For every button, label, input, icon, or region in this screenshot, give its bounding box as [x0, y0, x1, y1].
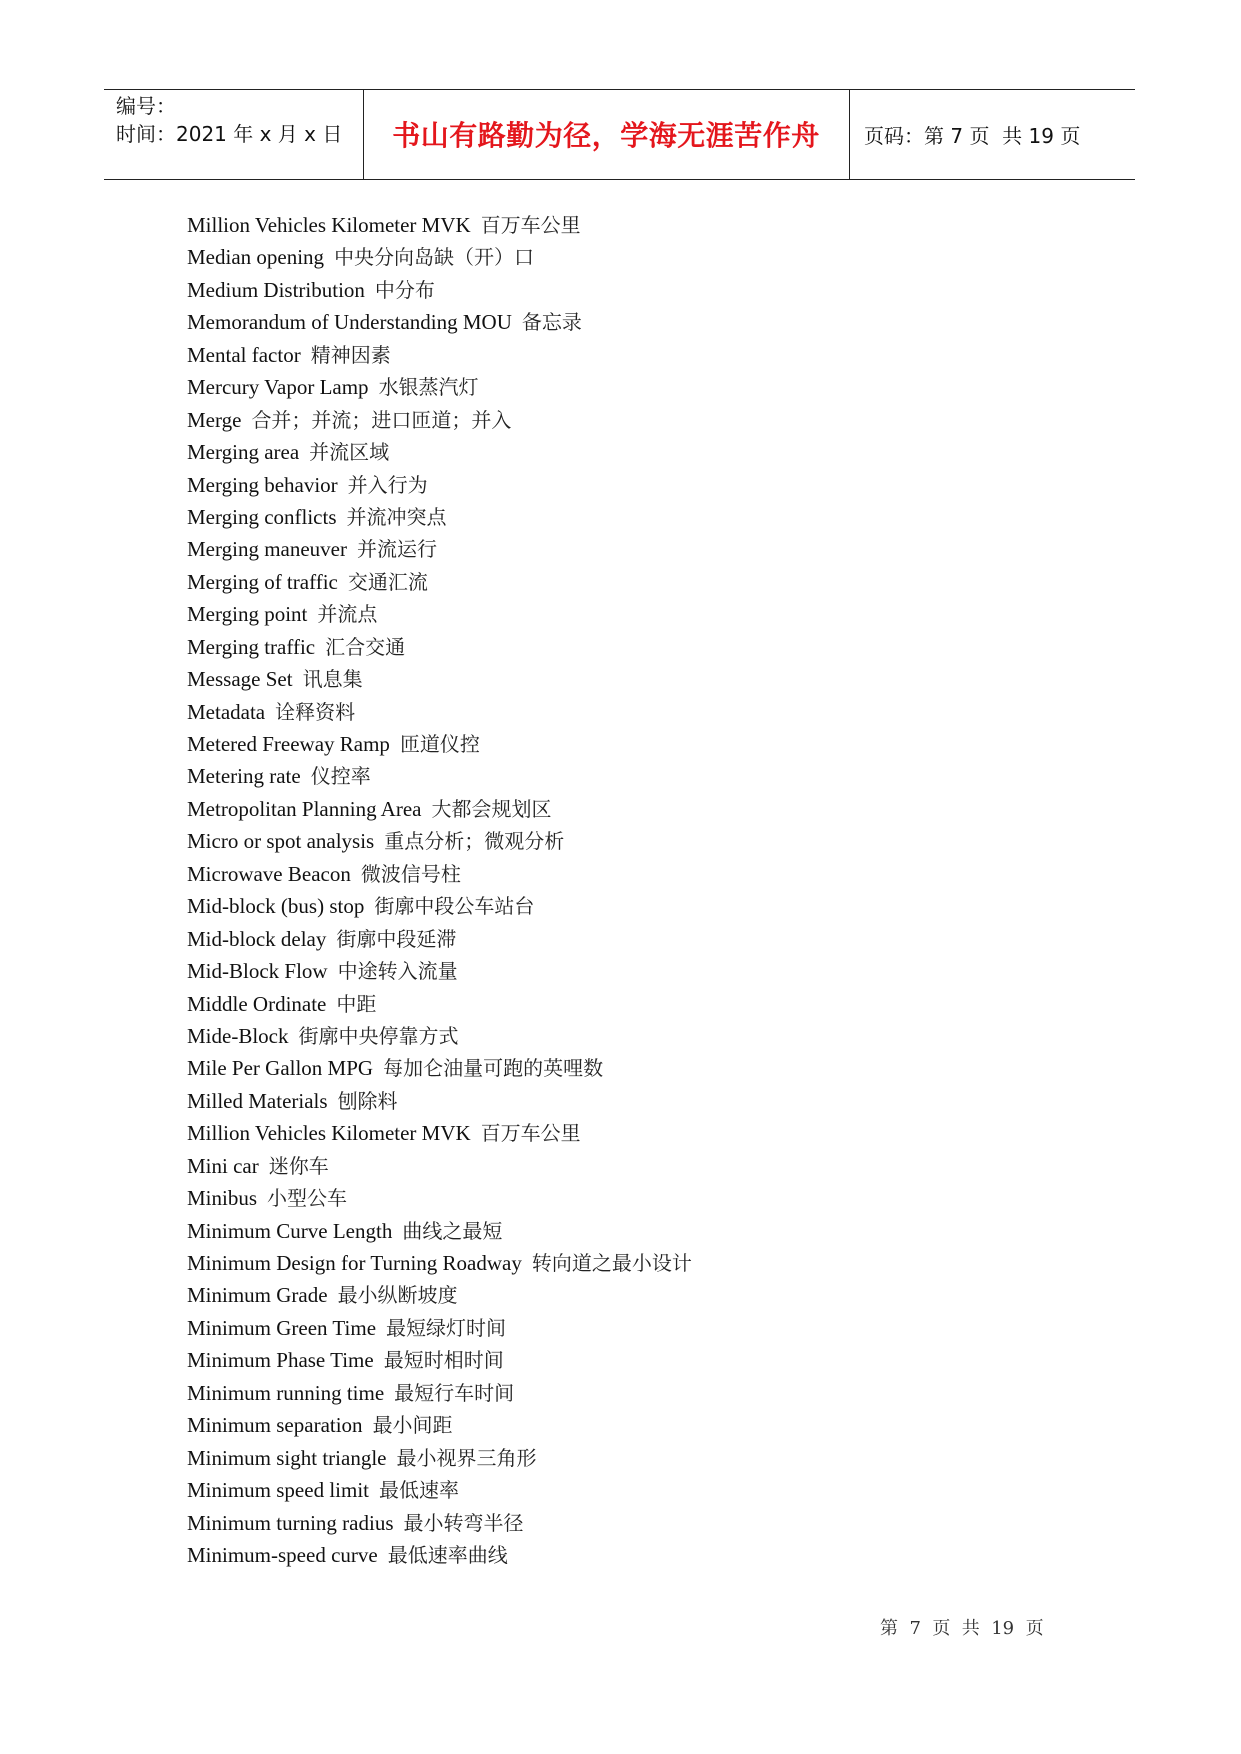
glossary-entry [187, 566, 692, 598]
term-chinese: 水银蒸汽灯 [378, 375, 479, 400]
term-chinese: 最低速率 [379, 1478, 459, 1503]
term-english: Milled Materials [187, 1088, 328, 1113]
term-chinese: 并流冲突点 [346, 504, 447, 529]
glossary-entry [187, 728, 692, 760]
glossary-entry [187, 533, 692, 565]
glossary-entry [187, 274, 692, 306]
term-chinese: 大都会规划区 [431, 796, 552, 821]
term-chinese: 刨除料 [337, 1088, 398, 1113]
term-chinese: 每加仑油量可跑的英哩数 [383, 1056, 604, 1081]
term-english: Million Vehicles Kilometer MVK [187, 1121, 471, 1146]
term-chinese: 最短绿灯时间 [386, 1315, 507, 1340]
term-chinese: 小型公车 [267, 1186, 348, 1211]
term-english: Merging area [187, 440, 300, 465]
term-english: Minimum Phase Time [187, 1348, 374, 1373]
term-english: Mercury Vapor Lamp [187, 375, 369, 400]
term-english: Merging traffic [187, 634, 316, 659]
term-chinese: 仪控率 [310, 764, 371, 789]
glossary-entry [187, 1215, 692, 1247]
term-english: Metadata [187, 699, 266, 724]
term-chinese: 讯息集 [302, 667, 363, 692]
glossary-entry [187, 1539, 692, 1571]
term-chinese: 中距 [336, 991, 377, 1016]
serial-label: 编号： [116, 94, 176, 118]
term-chinese: 最小纵断坡度 [337, 1283, 458, 1308]
term-chinese: 交通汇流 [347, 569, 428, 594]
glossary-entry [187, 1150, 692, 1182]
term-chinese: 迷你车 [268, 1153, 329, 1178]
term-english: Metering rate [187, 764, 301, 789]
term-chinese: 最短时相时间 [383, 1348, 504, 1373]
term-english: Microwave Beacon [187, 861, 351, 886]
term-english: Mide-Block [187, 1023, 289, 1048]
glossary-entry [187, 955, 692, 987]
term-english: Merging conflicts [187, 504, 337, 529]
term-english: Mile Per Gallon MPG [187, 1056, 374, 1081]
term-english: Minimum running time [187, 1380, 385, 1405]
glossary-entry [187, 663, 692, 695]
term-english: Merging of traffic [187, 569, 338, 594]
term-chinese: 百万车公里 [480, 213, 581, 237]
term-chinese: 并入行为 [347, 472, 428, 497]
term-chinese: 重点分析；微观分析 [384, 829, 565, 854]
glossary-entry [187, 1052, 692, 1084]
glossary-entry [187, 631, 692, 663]
glossary-entry [187, 469, 692, 501]
term-chinese: 百万车公里 [480, 1121, 581, 1146]
term-english: Memorandum of Understanding MOU [187, 310, 512, 335]
glossary-entry [187, 1442, 692, 1474]
header-meta [116, 92, 342, 148]
glossary-entry [187, 436, 692, 468]
glossary-entry [187, 1312, 692, 1344]
glossary-entry [187, 988, 692, 1020]
term-english: Merging behavior [187, 472, 338, 497]
term-english: Merge [187, 407, 242, 432]
glossary-entry [187, 1247, 692, 1279]
glossary-entry [187, 793, 692, 825]
term-english: Middle Ordinate [187, 991, 327, 1016]
glossary-entry [187, 241, 692, 273]
glossary-entry [187, 404, 692, 436]
glossary-entry [187, 1507, 692, 1539]
glossary-entry [187, 209, 692, 241]
term-chinese: 备忘录 [521, 310, 582, 335]
term-chinese: 最小转弯半径 [403, 1510, 524, 1535]
term-english: Message Set [187, 667, 293, 692]
term-chinese: 最小间距 [372, 1413, 453, 1438]
term-english: Mid-Block Flow [187, 959, 328, 984]
term-english: Minimum-speed curve [187, 1542, 378, 1567]
term-english: Minibus [187, 1186, 258, 1211]
term-english: Minimum speed limit [187, 1478, 369, 1503]
page-footer: 第 7 页 共 19 页 [880, 1618, 1044, 1639]
header-motto: 书山有路勤为径，学海无涯苦作舟 [392, 119, 820, 152]
glossary-entry [187, 1409, 692, 1441]
term-chinese: 曲线之最短 [402, 1218, 503, 1243]
glossary-entry [187, 501, 692, 533]
glossary-entry [187, 1020, 692, 1052]
term-english: Mid-block (bus) stop [187, 894, 365, 919]
term-english: Minimum separation [187, 1413, 363, 1438]
term-chinese: 汇合交通 [325, 634, 406, 659]
term-chinese: 并流点 [317, 602, 378, 627]
term-chinese: 最小视界三角形 [396, 1445, 537, 1470]
glossary-entry [187, 825, 692, 857]
time-label: 时间：2021 年 x 月 x 日 [116, 122, 343, 146]
term-english: Minimum sight triangle [187, 1445, 387, 1470]
glossary-entry [187, 1344, 692, 1376]
glossary-entry [187, 1117, 692, 1149]
term-english: Merging point [187, 602, 308, 627]
term-chinese: 合并；并流；进口匝道；并入 [251, 407, 512, 432]
glossary-entry [187, 598, 692, 630]
term-english: Mid-block delay [187, 926, 327, 951]
term-chinese: 精神因素 [310, 342, 391, 367]
term-chinese: 街廓中央停靠方式 [298, 1023, 459, 1048]
term-english: Mental factor [187, 342, 301, 367]
glossary-entry [187, 1279, 692, 1311]
term-english: Micro or spot analysis [187, 829, 375, 854]
header-divider-right [849, 90, 850, 179]
term-chinese: 最低速率曲线 [387, 1542, 508, 1567]
term-chinese: 中途转入流量 [337, 959, 458, 984]
glossary-entry [187, 890, 692, 922]
glossary-entry [187, 339, 692, 371]
term-english: Minimum Design for Turning Roadway [187, 1251, 522, 1275]
glossary-entry [187, 1377, 692, 1409]
glossary-entry [187, 1182, 692, 1214]
glossary-entry [187, 1085, 692, 1117]
term-english: Metered Freeway Ramp [187, 732, 390, 756]
term-chinese: 并流运行 [356, 537, 437, 562]
term-english: Minimum Grade [187, 1283, 328, 1308]
term-english: Medium Distribution [187, 277, 365, 302]
glossary-entry [187, 1474, 692, 1506]
term-chinese: 街廓中段延滞 [336, 926, 457, 951]
term-chinese: 最短行车时间 [394, 1380, 515, 1405]
glossary-entry [187, 760, 692, 792]
term-english: Minimum turning radius [187, 1510, 394, 1535]
term-chinese: 中央分向岛缺（开）口 [334, 245, 535, 270]
term-english: Mini car [187, 1153, 259, 1178]
glossary-entry [187, 923, 692, 955]
term-english: Metropolitan Planning Area [187, 796, 422, 821]
header-page-code: 页码：第 7 页 共 19 页 [864, 123, 1081, 148]
term-chinese: 转向道之最小设计 [531, 1251, 692, 1275]
term-chinese: 并流区域 [309, 440, 390, 465]
term-chinese: 街廓中段公车站台 [374, 894, 535, 919]
document-header [104, 89, 1135, 180]
glossary-entry [187, 696, 692, 728]
term-chinese: 微波信号柱 [360, 861, 461, 886]
glossary-entry [187, 371, 692, 403]
term-chinese: 中分布 [374, 277, 435, 302]
term-chinese: 诠释资料 [275, 699, 356, 724]
glossary-list [187, 209, 692, 1571]
glossary-entry [187, 858, 692, 890]
term-english: Median opening [187, 245, 325, 270]
glossary-entry [187, 306, 692, 338]
term-english: Minimum Curve Length [187, 1218, 393, 1243]
term-english: Merging maneuver [187, 537, 347, 562]
term-chinese: 匝道仪控 [399, 732, 480, 756]
term-english: Minimum Green Time [187, 1315, 377, 1340]
term-english: Million Vehicles Kilometer MVK [187, 213, 471, 237]
